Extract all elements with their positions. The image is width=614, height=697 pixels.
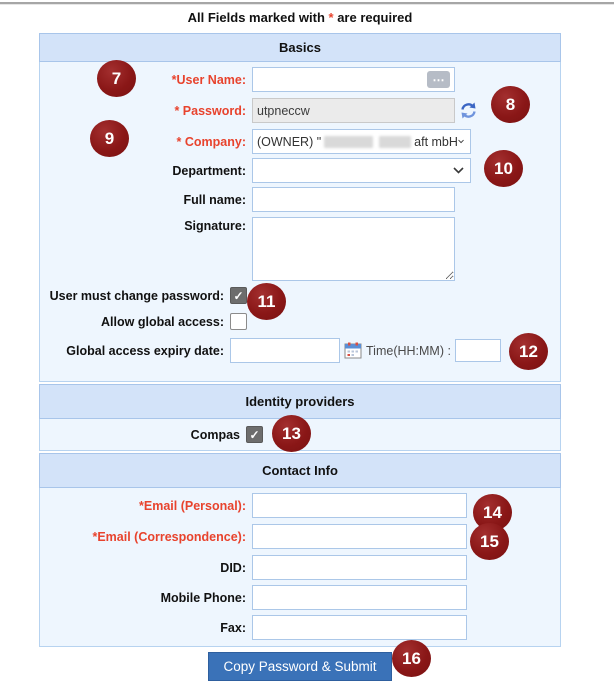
company-selected-value: (OWNER) " xyxy=(257,134,322,149)
mobile-phone-input[interactable] xyxy=(252,585,467,610)
row-fax xyxy=(40,615,560,640)
department-label: Department: xyxy=(172,163,246,178)
annotation-badge-13: 13 xyxy=(272,415,311,452)
must-change-password-checkbox[interactable] xyxy=(230,287,247,304)
fax-label: Fax: xyxy=(220,620,246,635)
checkmark-icon: ✓ xyxy=(233,288,244,303)
password-label: * Password: xyxy=(174,103,246,118)
annotation-badge-8: 8 xyxy=(491,86,530,123)
expiry-date-input[interactable] xyxy=(230,338,340,363)
must-change-password-label: User must change password: xyxy=(49,288,224,303)
department-select[interactable] xyxy=(252,158,471,183)
annotation-badge-15: 15 xyxy=(470,523,509,560)
annotation-badge-9: 9 xyxy=(90,120,129,157)
full-name-input[interactable] xyxy=(252,187,455,212)
checkmark-icon: ✓ xyxy=(249,427,260,442)
annotation-badge-7: 7 xyxy=(97,60,136,97)
row-global-access-expiry xyxy=(40,338,560,363)
annotation-badge-11: 11 xyxy=(247,283,286,320)
user-name-label: *User Name: xyxy=(171,72,246,87)
chevron-down-icon xyxy=(453,167,464,174)
compas-checkbox[interactable] xyxy=(246,426,263,443)
company-label: * Company: xyxy=(176,134,246,149)
time-input[interactable] xyxy=(455,339,501,362)
row-full-name xyxy=(40,187,560,212)
password-input[interactable] xyxy=(252,98,455,123)
allow-global-access-checkbox[interactable] xyxy=(230,313,247,330)
mobile-phone-label: Mobile Phone: xyxy=(160,590,246,605)
regenerate-password-button[interactable] xyxy=(459,101,478,120)
user-name-lookup-button[interactable] xyxy=(427,71,450,88)
email-personal-label: *Email (Personal): xyxy=(139,498,246,513)
required-asterisk: * xyxy=(328,10,334,25)
row-signature xyxy=(40,217,560,281)
row-password xyxy=(40,98,560,123)
row-allow-global-access xyxy=(40,313,560,330)
calendar-icon xyxy=(344,342,362,359)
did-label: DID: xyxy=(220,560,246,575)
section-header-identity-providers: Identity providers xyxy=(39,384,561,419)
annotation-badge-16: 16 xyxy=(392,640,431,677)
chevron-down-icon xyxy=(458,138,464,145)
date-picker-button[interactable] xyxy=(344,342,362,359)
email-personal-input[interactable] xyxy=(252,493,467,518)
company-selected-value-suffix: aft mbH xyxy=(414,134,458,149)
allow-global-access-label: Allow global access: xyxy=(101,314,224,329)
copy-password-submit-button[interactable]: Copy Password & Submit xyxy=(208,652,391,681)
section-header-basics: Basics xyxy=(39,33,561,62)
user-name-input[interactable] xyxy=(252,67,455,92)
signature-label: Signature: xyxy=(184,219,246,233)
top-divider xyxy=(0,2,614,5)
annotation-badge-12: 12 xyxy=(509,333,548,370)
fax-input[interactable] xyxy=(252,615,467,640)
signature-textarea[interactable] xyxy=(252,217,455,281)
did-input[interactable] xyxy=(252,555,467,580)
submit-row xyxy=(39,652,561,681)
section-header-contact-info: Contact Info xyxy=(39,453,561,488)
row-mobile-phone xyxy=(40,585,560,610)
annotation-badge-14: 14 xyxy=(473,494,512,531)
refresh-icon xyxy=(459,101,478,120)
email-correspondence-input[interactable] xyxy=(252,524,467,549)
ellipsis-icon: ⋯ xyxy=(432,72,445,87)
time-label: Time(HH:MM) : xyxy=(366,343,451,358)
compas-label: Compas xyxy=(190,427,240,442)
company-select[interactable] xyxy=(252,129,471,154)
row-department xyxy=(40,158,560,183)
email-correspondence-label: *Email (Correspondence): xyxy=(92,529,246,544)
required-note: All Fields marked with * are required xyxy=(187,10,413,25)
redacted-company-text xyxy=(379,136,411,148)
row-must-change-password xyxy=(40,287,560,304)
section-body-basics xyxy=(39,62,561,382)
annotation-badge-10: 10 xyxy=(484,150,523,187)
global-access-expiry-label: Global access expiry date: xyxy=(66,343,224,358)
full-name-label: Full name: xyxy=(183,192,246,207)
redacted-company-text xyxy=(324,136,373,148)
